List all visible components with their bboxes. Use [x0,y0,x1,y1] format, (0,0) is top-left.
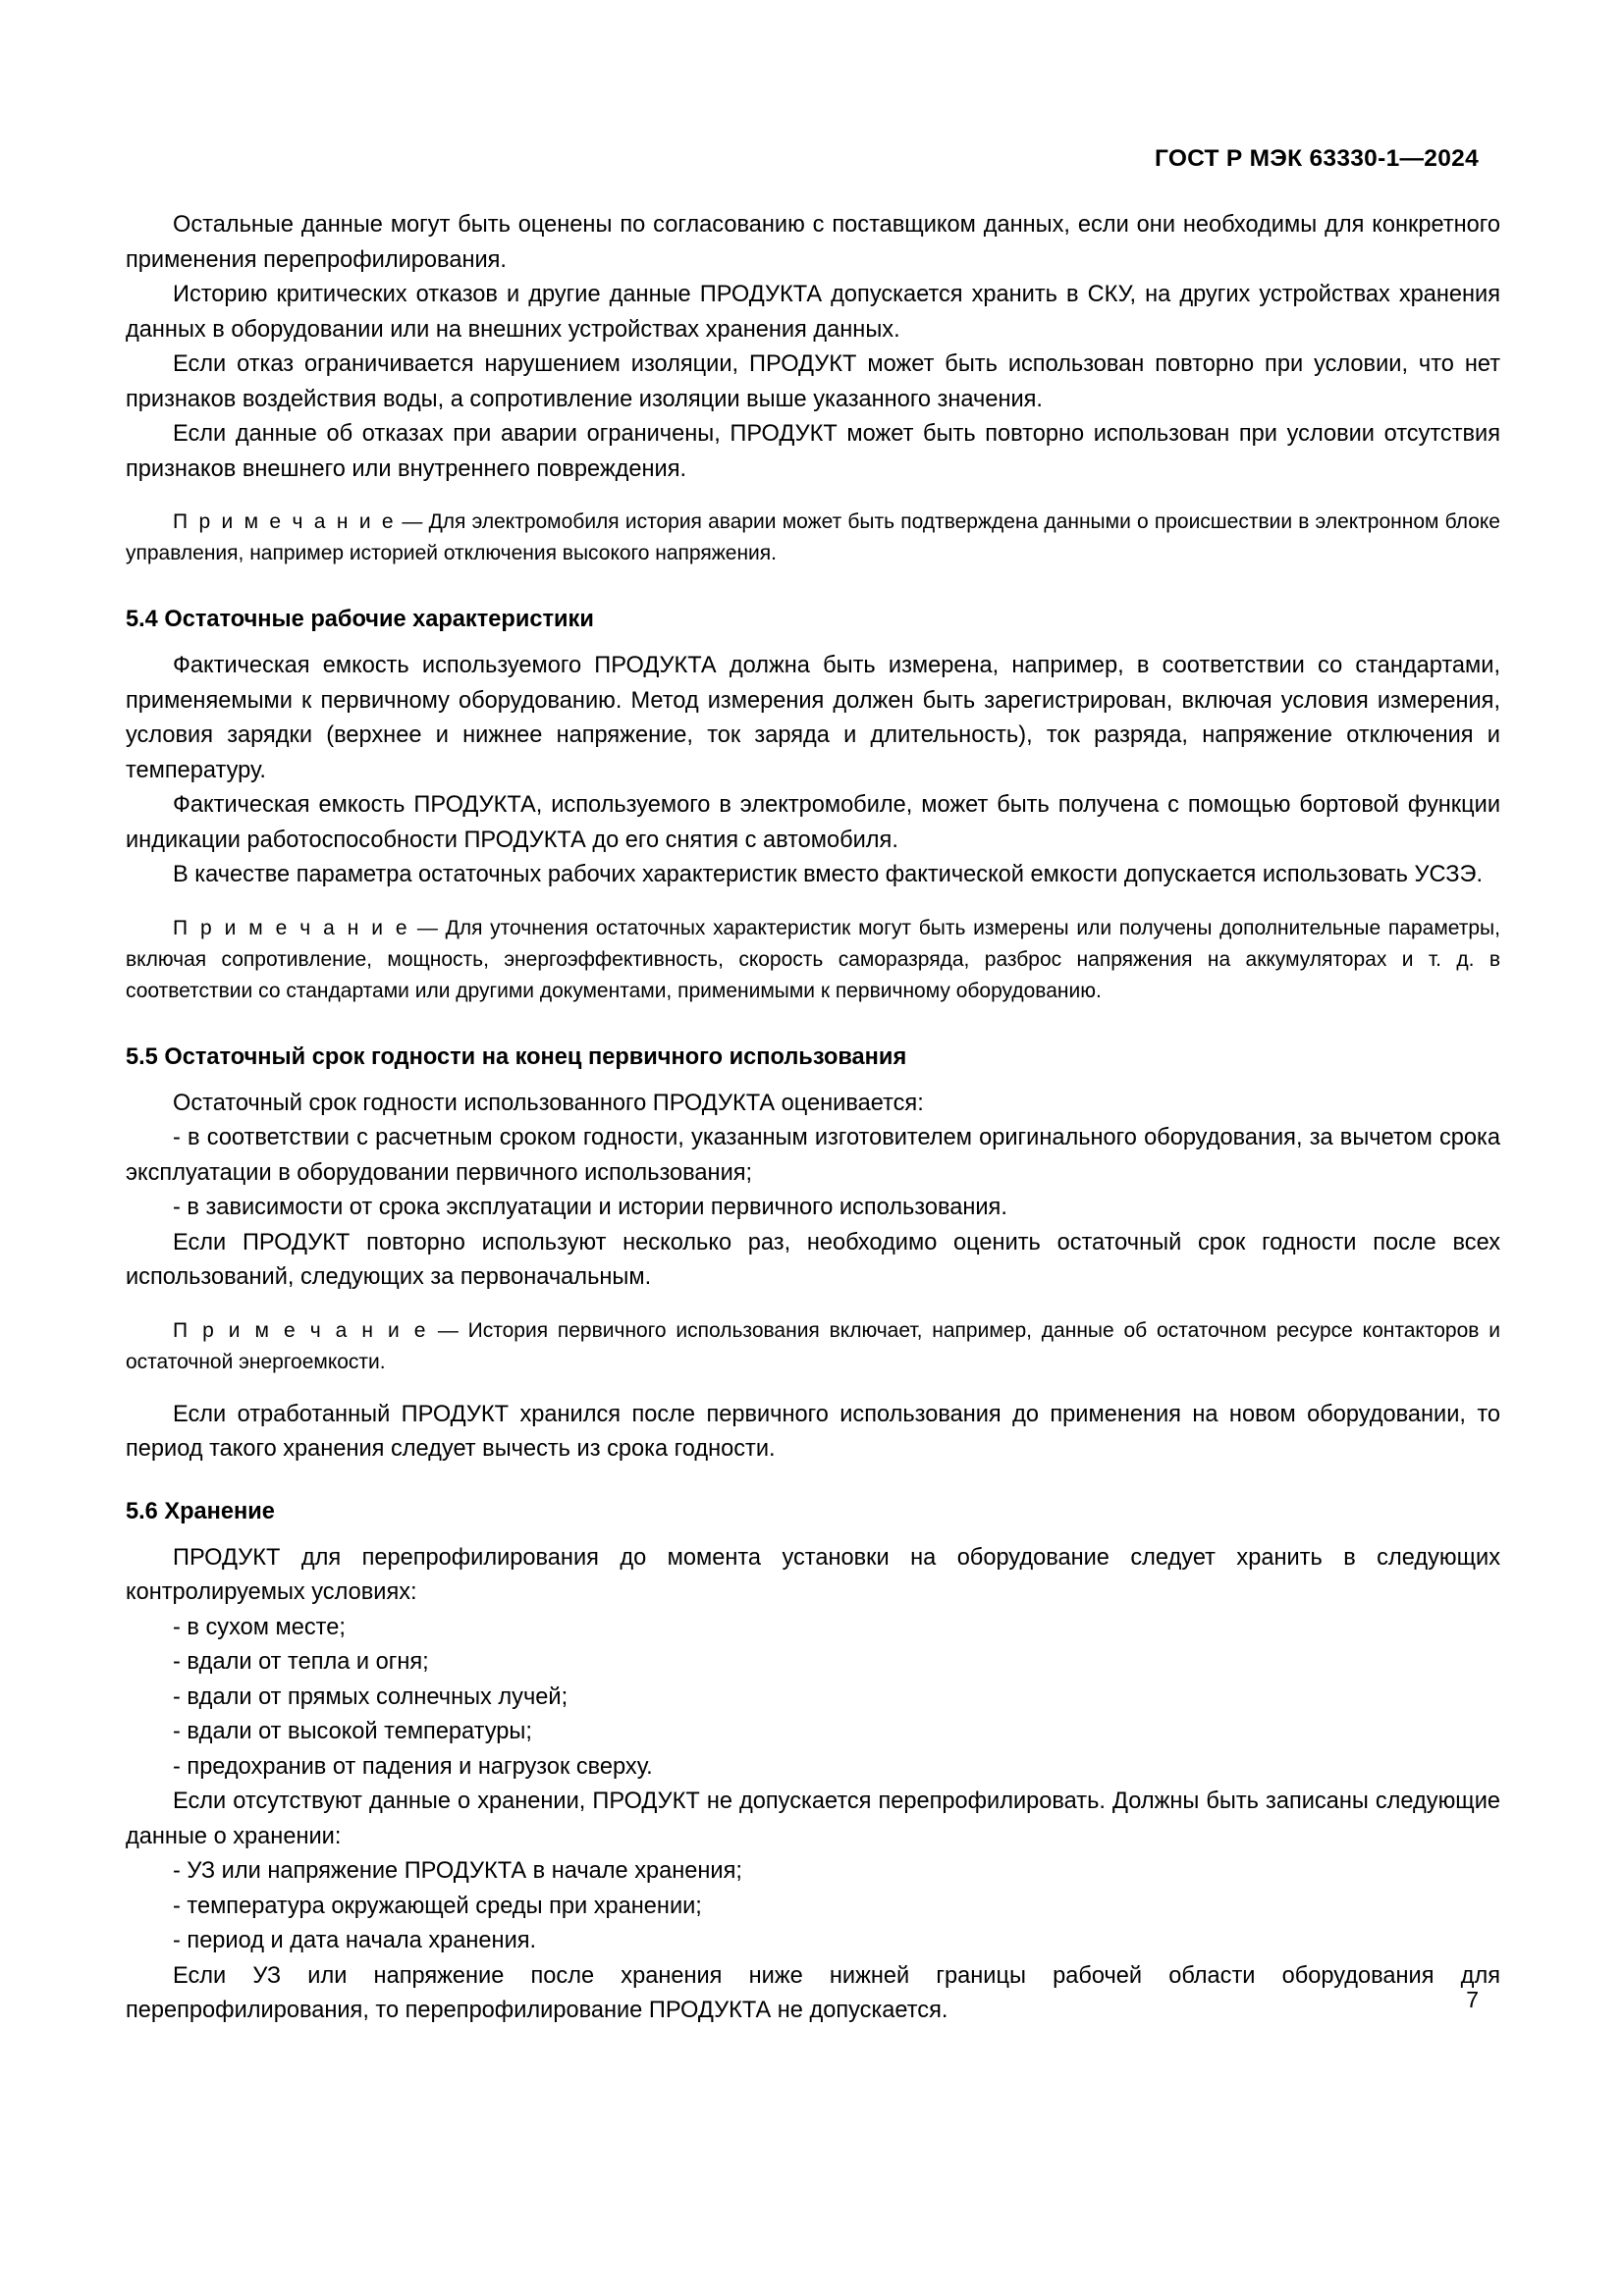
spacer [126,636,1500,649]
paragraph: В качестве параметра остаточных рабочих характеристик вместо фактической емкости допускается использовать УСЗЭ. [173,862,1484,887]
note-label: П р и м е ч а н и е [173,1318,428,1342]
note [126,1315,1500,1378]
list-item: - вдали от высокой температуры; [173,1719,532,1744]
section-heading-5-6: 5.6 Хранение [126,1498,275,1524]
page-header: ГОСТ Р МЭК 63330-1—2024 [1154,145,1479,172]
paragraph: Если отказ ограничивается нарушением изоляции, ПРОДУКТ может быть использован повторно при условии, что нет признаков воздействия воды, а сопротивление изоляции выше указанного значения. [126,351,1500,412]
note-text: — Для уточнения остаточных характеристик могут быть измерены или получены дополнительные параметры, включая сопротивление, мощность, энергоэффективность, скорость саморазряда, разброс напряжения на аккумуляторах и т. д. в соответствии со стандартами или другими документами, применимыми к первичному оборудованию. [126,916,1500,1002]
note [126,913,1500,1007]
paragraph: Если данные об отказах при аварии ограничены, ПРОДУКТ может быть повторно использован при условии отсутствия признаков внешнего или внутреннего повреждения. [126,421,1500,482]
paragraph: Если отсутствуют данные о хранении, ПРОДУКТ не допускается перепрофилировать. Должны быть записаны следующие данные о хранении: [126,1789,1500,1849]
list-item: - УЗ или напряжение ПРОДУКТА в начале хранения; [173,1858,742,1884]
list-item: - вдали от прямых солнечных лучей; [173,1683,568,1710]
paragraph: Историю критических отказов и другие данные ПРОДУКТА допускается хранить в СКУ, на других устройствах хранения данных в оборудовании или на внешних устройствах хранения данных. [126,282,1500,343]
section-heading-5-4: 5.4 Остаточные рабочие характеристики [126,607,594,632]
spacer [126,1296,1500,1315]
spacer [126,1378,1500,1398]
spacer [126,569,1500,603]
paragraph: Фактическая емкость используемого ПРОДУКТА должна быть измерена, например, в соответствии со стандартами, применяемыми к первичному оборудованию. Метод измерения должен быть зарегистрирован, включая условия измерения, условия зарядки (верхнее и нижнее напряжение, ток заряда и длительность), ток разряда, напряжение отключения и температуру. [126,653,1500,783]
paragraph: Если УЗ или напряжение после хранения ниже нижней границы рабочей области оборудования для перепрофилирования, то перепрофилирование ПРОДУКТА не допускается. [126,1962,1500,2023]
page-content [126,208,1500,2029]
paragraph: Остаточный срок годности использованного ПРОДУКТА оценивается: [173,1090,924,1116]
note-label: П р и м е ч а н и е [173,510,397,533]
spacer [126,893,1500,913]
paragraph: Если ПРОДУКТ повторно используют несколько раз, необходимо оценить остаточный срок годности после всех использований, следующих за первоначальным. [126,1229,1500,1290]
note-text: — Для электромобиля история аварии может быть подтверждена данными о происшествии в электронном блоке управления, например историей отключения высокого напряжения. [126,510,1500,564]
paragraph: ПРОДУКТ для перепрофилирования до момента установки на оборудование следует хранить в следующих контролируемых условиях: [126,1544,1500,1605]
list-item: - период и дата начала хранения. [173,1928,537,1953]
list-item: - в зависимости от срока эксплуатации и истории первичного использования. [173,1195,1007,1220]
paragraph: Если отработанный ПРОДУКТ хранился после первичного использования до применения на новом оборудовании, то период такого хранения следует вычесть из срока годности. [126,1401,1500,1462]
paragraph: Фактическая емкость ПРОДУКТА, используемого в электромобиле, может быть получена с помощью бортовой функции индикации работоспособности ПРОДУКТА до его снятия с автомобиля. [126,792,1500,853]
note-label: П р и м е ч а н и е [173,916,410,939]
paragraph: Остальные данные могут быть оценены по согласованию с поставщиком данных, если они необходимы для конкретного применения перепрофилирования. [126,212,1500,273]
note-text: — История первичного использования включает, например, данные об остаточном ресурсе контакторов и остаточной энергоемкости. [126,1318,1500,1373]
list-item: - вдали от тепла и огня; [173,1649,429,1675]
spacer [126,487,1500,507]
spacer [126,1074,1500,1087]
spacer [126,1007,1500,1041]
list-item: - в соответствии с расчетным сроком годности, указанным изготовителем оригинального оборудования, за вычетом срока эксплуатации в оборудовании первичного использования; [126,1125,1500,1186]
note [126,507,1500,569]
list-item: - температура окружающей среды при хранении; [173,1893,702,1919]
spacer [126,1468,1500,1495]
section-heading-5-5: 5.5 Остаточный срок годности на конец первичного использования [126,1043,907,1070]
spacer [126,1528,1500,1541]
page-number: 7 [1466,1987,1479,2012]
list-item: - предохранив от падения и нагрузок сверху. [173,1753,653,1780]
list-item: - в сухом месте; [173,1614,346,1640]
